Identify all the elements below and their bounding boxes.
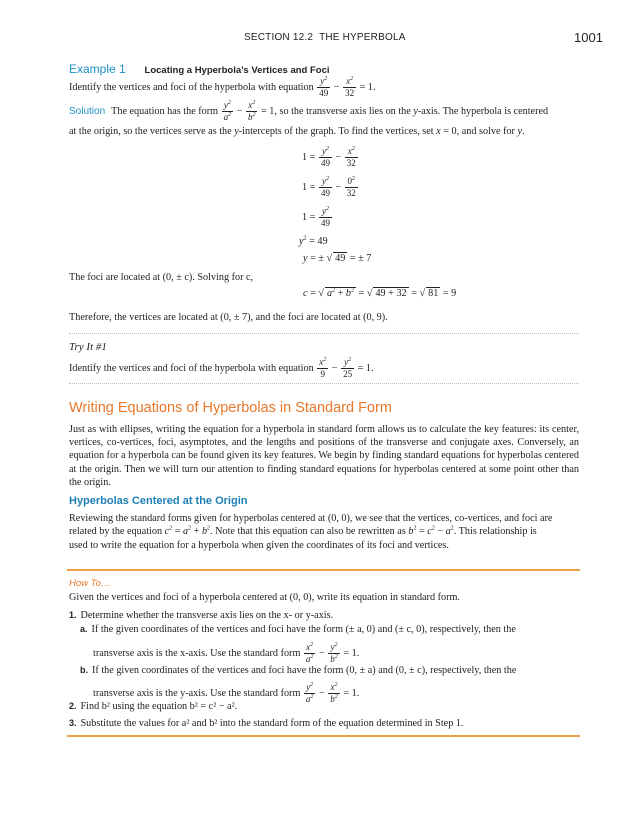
equation-5: y = ± √ 49 = ± 7 [303, 253, 372, 264]
example-heading [69, 62, 330, 76]
solution-label: Solution [69, 105, 106, 117]
example-title: Locating a Hyperbola’s Vertices and Foci [144, 65, 330, 76]
howto-step-1a: a. If the given coordinates of the vertices and foci have the form (± a, 0) and (± c, 0), respectively, then the [80, 624, 516, 635]
equation-3: 1 = $\frac{y^2}{49}$ [302, 206, 330, 228]
divider [69, 333, 579, 334]
howto-step-1: 1. Determine whether the transverse axis lies on the x- or y-axis. [69, 610, 334, 621]
howto-step-2: 2. Find b² using the equation b² = c² − a². [69, 701, 238, 712]
solution-line-1: Solution The equation has the form $\frac{y^2}{a^2}$ − $\frac{x^2}{b^2}$ = 1, so the transverse axis lies on the y-axis. The hyperbola is centered [69, 100, 549, 122]
section-heading: Writing Equations of Hyperbolas in Standard Form [69, 400, 392, 416]
solution-line-2: at the origin, so the vertices serve as the y-intercepts of the graph. To find the vertices, set x = 0, and solve for y. [69, 126, 525, 137]
try-it-prompt: Identify the vertices and foci of the hyperbola with equation $\frac{x^2}{9}$ − $\frac{y^2}{25}$ = 1. [69, 357, 374, 379]
page-number: 1001 [574, 30, 603, 45]
equation-2: 1 = $\frac{y^2}{49}$ − $\frac{0^2}{32}$ [302, 176, 356, 198]
subheading: Hyperbolas Centered at the Origin [69, 495, 248, 507]
sub-paragraph-1: Reviewing the standard forms given for hyperbolas centered at (0, 0), we see that the vertices, co-vertices, and foci are [69, 513, 553, 524]
equation-foci: c = √ $a^2 + b^2$ = √ 49 + 32 = √ 81 = 9 [303, 287, 457, 299]
example-prompt: Identify the vertices and foci of the hyperbola with equation $\frac{y^2}{49}$ − $\frac{x^2}{32}$ = 1. [69, 76, 376, 98]
equation-1: 1 = $\frac{y^2}{49}$ − $\frac{x^2}{32}$ [302, 146, 356, 168]
howto-step-1a-form: transverse axis is the x-axis. Use the standard form $\frac{x^2}{a^2}$ − $\frac{y^2}{b^2}$ = 1. [93, 642, 360, 664]
divider [69, 383, 579, 384]
section-intro: Just as with ellipses, writing the equation for a hyperbola in standard form allows us to calculate the key features: its center, vertices, co-vertices, foci, asymptotes, and the lengths and positions of the transverse and conjugate axes. Conversely, an equation for a hyperbola can be found given its key features. We begin by finding standard equations for hyperbolas centered at the origin. Then we will turn our attention to finding standard equations for hyperbolas centered at some point other than the origin. [69, 424, 579, 488]
howto-step-3: 3. Substitute the values for a² and b² into the standard form of the equation determined in Step 1. [69, 718, 464, 729]
foci-intro: The foci are located at (0, ± c). Solving for c, [69, 272, 254, 283]
howto-label: How To… [69, 578, 111, 589]
howto-intro: Given the vertices and foci of a hyperbola centered at (0, 0), write its equation in standard form. [69, 592, 460, 603]
section-label: SECTION 12.2 THE HYPERBOLA [244, 32, 406, 43]
conclusion: Therefore, the vertices are located at (0, ± 7), and the foci are located at (0, 9). [69, 312, 388, 323]
howto-step-1b-form: transverse axis is the y-axis. Use the standard form $\frac{y^2}{a^2}$ − $\frac{x^2}{b^2}$ = 1. [93, 682, 360, 704]
howto-top-rule [67, 569, 580, 571]
example-label: Example 1 [69, 62, 126, 76]
howto-step-1b: b. If the given coordinates of the vertices and foci have the form (0, ± a) and (0, ± c), respectively, then the [80, 665, 517, 676]
equation-4: $y^2 = 49$ [299, 235, 328, 247]
sub-paragraph-3: used to write the equation for a hyperbola when given the coordinates of its foci and vertices. [69, 540, 449, 551]
howto-bottom-rule [67, 735, 580, 737]
try-it-label: Try It #1 [69, 341, 107, 353]
sub-paragraph-2: related by the equation $c^2 = a^2 + b^2$. Note that this equation can also be rewritten as $b^2 = c^2 - a^2$. This relationship is [69, 525, 537, 537]
